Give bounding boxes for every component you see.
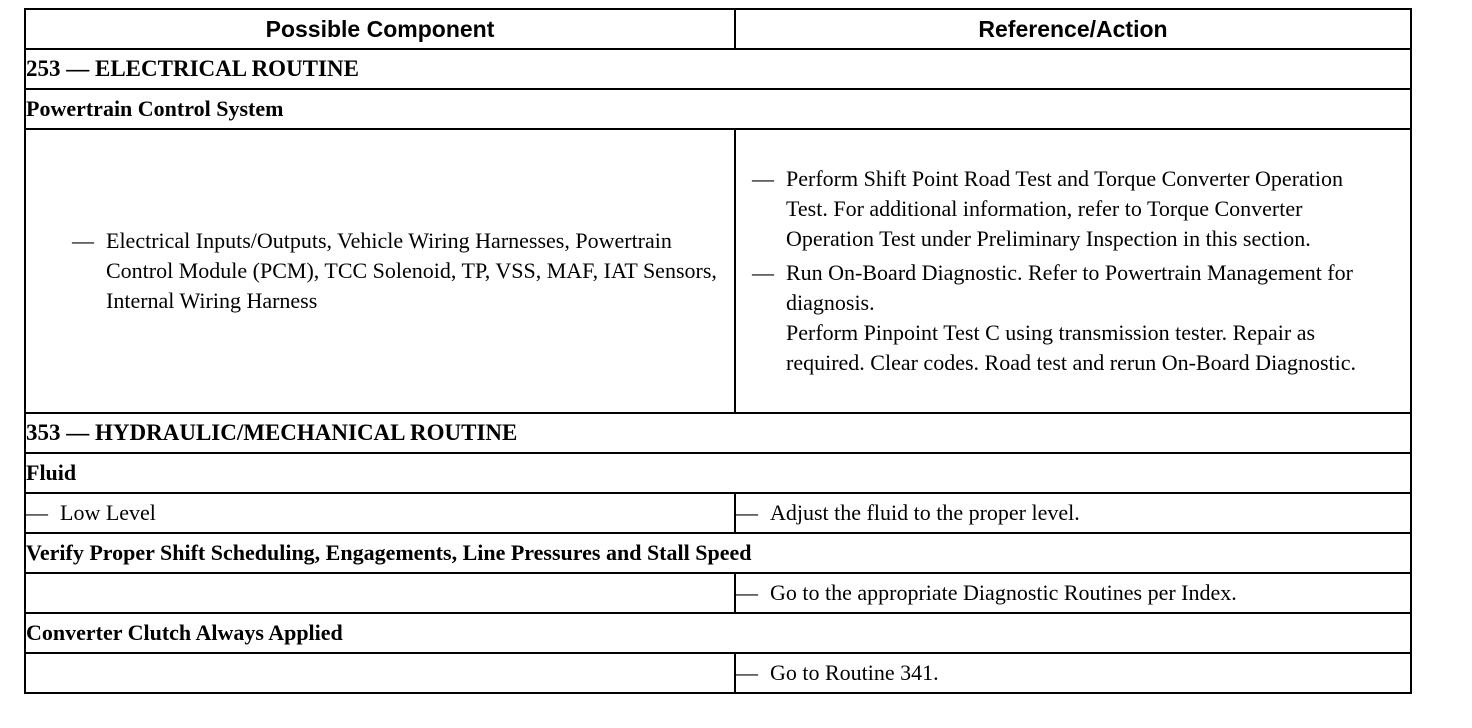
section-fluid: Fluid xyxy=(25,453,1411,493)
component-text: Low Level xyxy=(60,500,156,525)
dash-marker: — xyxy=(752,166,774,191)
component-text: Electrical Inputs/Outputs, Vehicle Wiring Harnesses, Powertrain Control Module (PCM), TCC Solenoid, TP, VSS, MAF, IAT Sensors, Internal Wiring Harness xyxy=(106,228,717,313)
action-item xyxy=(736,164,1410,254)
action-text: Go to Routine 341. xyxy=(770,660,939,685)
action-body xyxy=(786,258,1382,378)
action-text: Run On-Board Diagnostic. Refer to Powertrain Management for diagnosis. xyxy=(786,260,1353,315)
dash-marker: — xyxy=(26,500,48,525)
section-verify-shift-scheduling: Verify Proper Shift Scheduling, Engagements, Line Pressures and Stall Speed xyxy=(25,533,1411,573)
table-row xyxy=(25,89,1411,129)
action-continuation-text: Perform Pinpoint Test C using transmission tester. Repair as required. Clear codes. Road test and rerun On-Board Diagnostic. xyxy=(786,320,1356,375)
table-row xyxy=(25,573,1411,613)
dash-marker: — xyxy=(736,660,758,685)
action-cell-diagnostic-routines xyxy=(735,573,1411,613)
dash-marker: — xyxy=(72,228,94,253)
header-possible-component: Possible Component xyxy=(25,9,735,49)
routine-253-title: 253 — ELECTRICAL ROUTINE xyxy=(25,49,1411,89)
table-header-row xyxy=(25,9,1411,49)
table-row xyxy=(25,533,1411,573)
table-row xyxy=(25,493,1411,533)
action-cell-low-level xyxy=(735,493,1411,533)
table-row xyxy=(25,49,1411,89)
diagnostic-routine-table xyxy=(24,8,1412,694)
action-text: Perform Shift Point Road Test and Torque Converter Operation Test. For additional information, refer to Torque Converter Operation Test under Preliminary Inspection in this section. xyxy=(786,166,1344,251)
component-cell-low-level xyxy=(25,493,735,533)
section-powertrain-control-system: Powertrain Control System xyxy=(25,89,1411,129)
table-row xyxy=(25,129,1411,413)
action-item xyxy=(736,258,1410,378)
header-reference-action: Reference/Action xyxy=(735,9,1411,49)
action-cell-electrical xyxy=(735,129,1411,413)
table-row xyxy=(25,453,1411,493)
table-row xyxy=(25,613,1411,653)
section-converter-clutch: Converter Clutch Always Applied xyxy=(25,613,1411,653)
dash-marker: — xyxy=(736,580,758,605)
dash-marker: — xyxy=(752,260,774,285)
component-cell-empty xyxy=(25,573,735,613)
action-text: Go to the appropriate Diagnostic Routines per Index. xyxy=(770,580,1237,605)
component-item xyxy=(26,226,734,316)
component-cell-electrical xyxy=(25,129,735,413)
action-text: Adjust the fluid to the proper level. xyxy=(770,500,1080,525)
table-row xyxy=(25,653,1411,693)
action-cell-routine-341 xyxy=(735,653,1411,693)
table-row xyxy=(25,413,1411,453)
routine-353-title: 353 — HYDRAULIC/MECHANICAL ROUTINE xyxy=(25,413,1411,453)
dash-marker: — xyxy=(736,500,758,525)
component-cell-empty xyxy=(25,653,735,693)
